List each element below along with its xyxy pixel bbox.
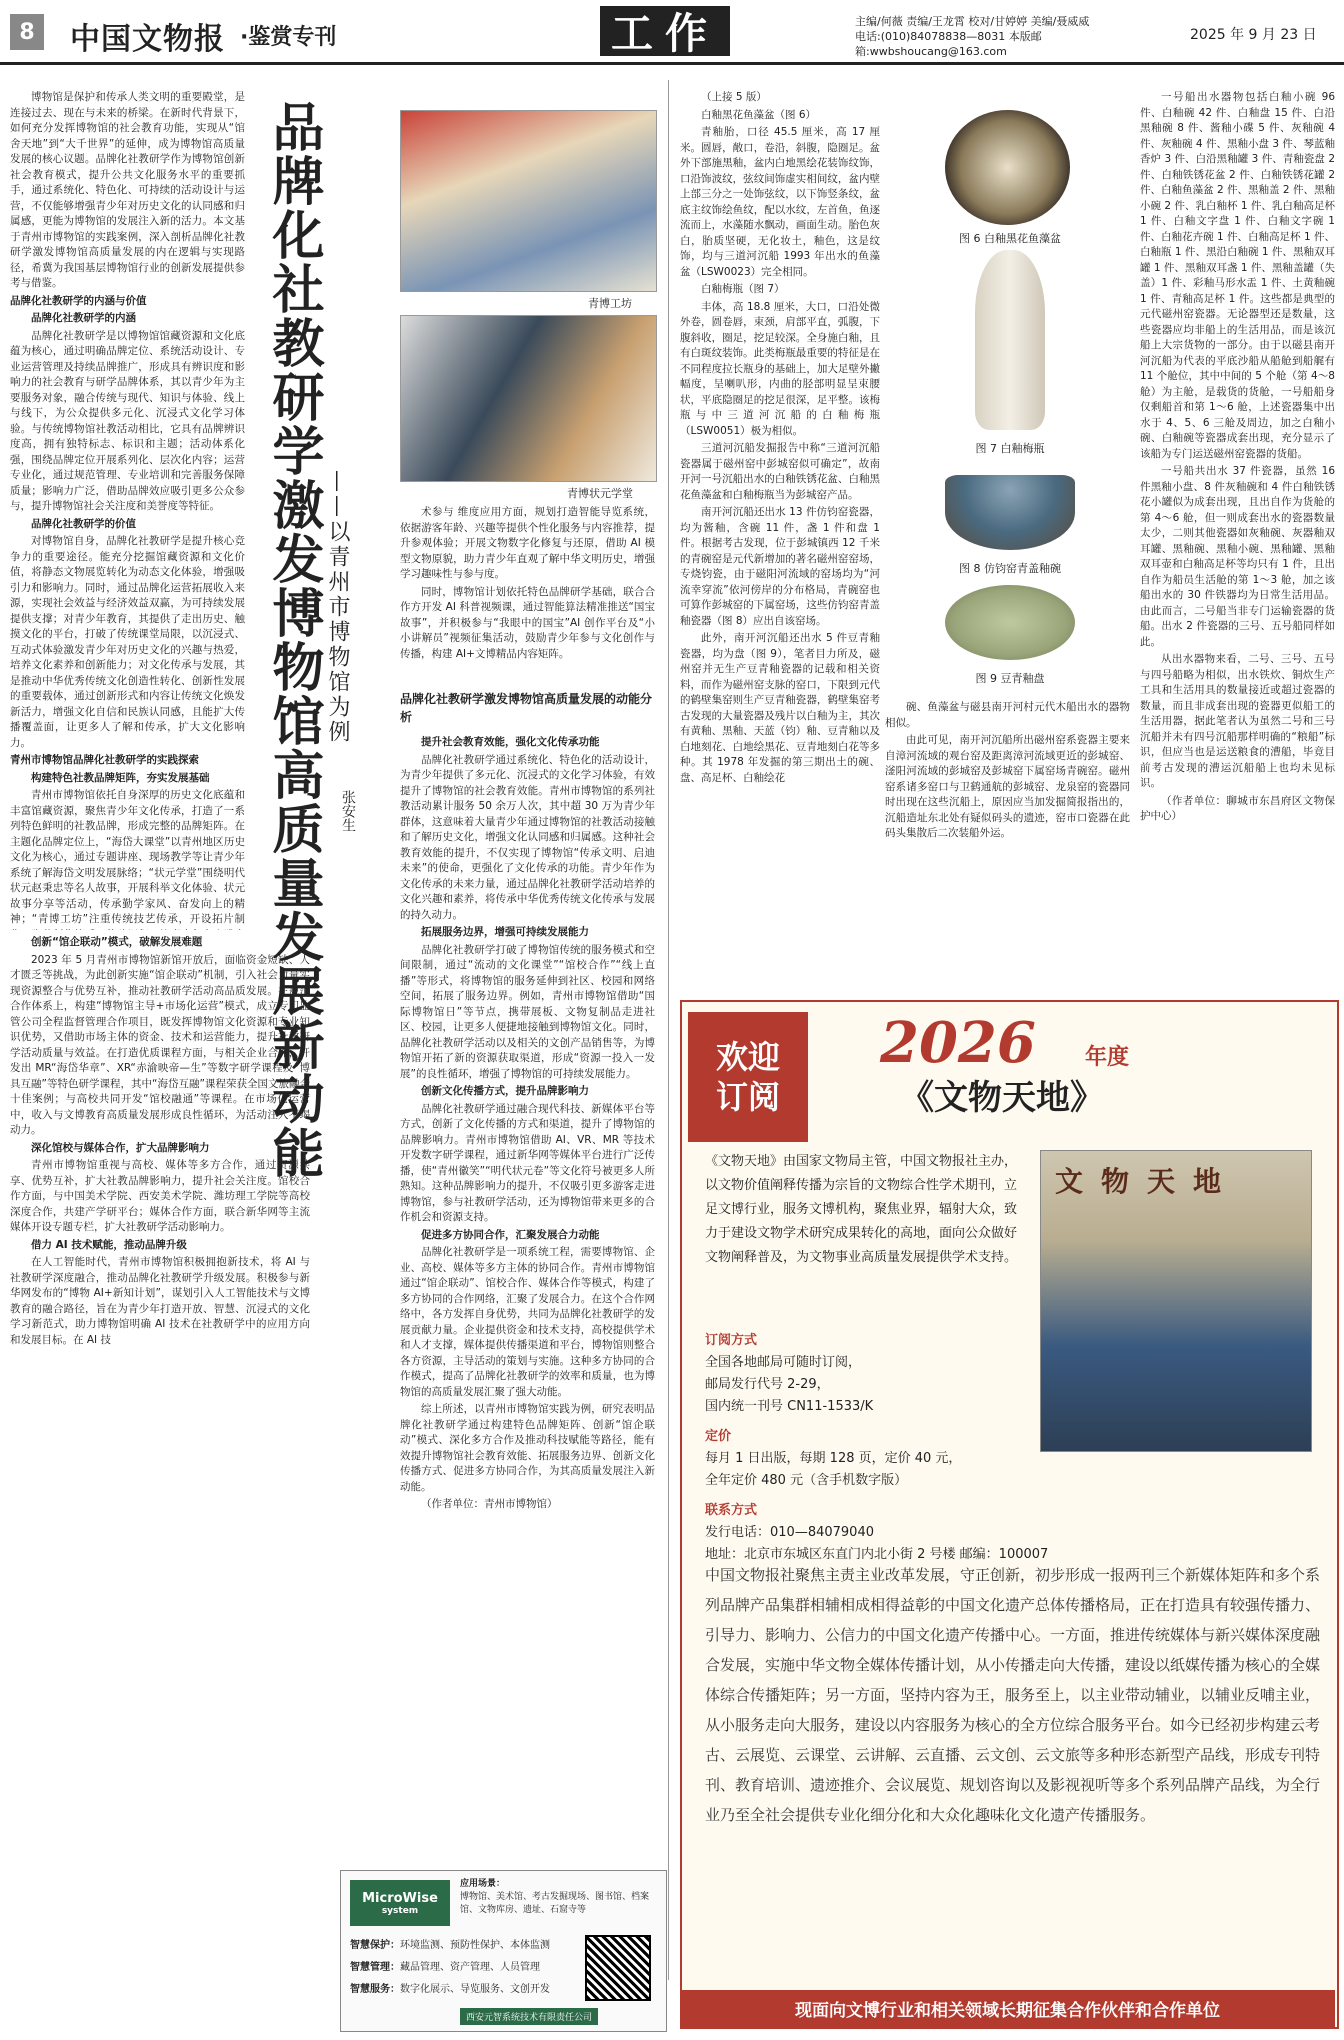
subheading: 品牌化社教研学的内涵与价值	[10, 294, 147, 307]
photo-scholar-class	[400, 315, 657, 482]
paragraph: 此外，南开河沉船还出水 5 件豆青釉瓷器，均为盘（图 9），笔者目力所及，磁州窑并无生产豆青釉瓷器的记载和相关资料，而作为磁州窑支脉的窑口，下限到元代的鹤壁集窑则生产豆青釉瓷器，鹤壁集窑考古发现的大量瓷器及残片以白釉为主，其次有黄釉、黑釉、天蓝（钧）釉、豆青釉以及白地刻花、白地绘黑花、豆青地刻白花等多种。其 1978 年发掘的第三期出土的碗、盘、高足杯、白釉绘花	[680, 632, 880, 784]
paragraph: 2023 年 5 月青州市博物馆新馆开放后，面临资金短缺、人才匮乏等挑战，为此创新实施“馆企联动”机制，引入社会力量实现资源整合与优势互补，推动社教研学活动高品质发展。在规范合作体系上，构建“博物馆主导+市场化运营”模式，成立专门监管公司全程监督管理合作项目，既发挥博物馆文化资源和专业知识优势，又借助市场主体的资金、技术和运营能力，提升社教研学活动质量与效益。在打造优质课程方面，与相关企业合作，开发出 MR“海岱华章”、XR“赤渝映帝—生”等数字研学课程及“博具互融”等特色研学课程，其中“海岱互融”课程荣获全国文旅融合十佳案例；与高校共同开发“馆校融通”等课程。在市场化运营中，收入与文博教育高质量发展形成良性循环，为活动注入不竭动力。	[10, 953, 310, 1136]
paragraph: 品牌化社教研学通过系统化、特色化的活动设计，为青少年提供了多元化、沉浸式的文化学习体验，有效提升了博物馆的社会教育效能。青州市博物馆的系列社教活动累计服务 50 余万人次，其中超 30 万为青少年群体，这意味着大量青少年通过博物馆的社教活动接触和了解历史文化，增强文化认同感和归属感。这种社会教育效能的提升，不仅实现了博物馆“传承文明、启迪未来”的使命，更强化了文化传承的功能。青少年作为文化传承的未来力量，通过品牌化社教研学活动培养的文化兴趣和素养，将传承中华优秀传统文化传承与发展的持久动力。	[400, 753, 655, 921]
ad-sub-label: 订阅方式	[705, 1333, 758, 1348]
microwise-row2-text: 藏品管理、资产管理、人员管理	[400, 1962, 540, 1973]
paragraph: 碗、鱼藻盆与磁县南开河村元代木船出水的器物相似。	[885, 701, 1130, 729]
fig9-caption: 图 9 豆青釉盘	[975, 672, 1045, 685]
article-column-1	[10, 90, 245, 930]
subheading: 品牌化社教研学的内涵	[31, 312, 136, 324]
paragraph: 南开河沉船还出水 13 件仿钧窑瓷器，均为酱釉，含碗 11 件，盏 1 件和盘 1 件。根据考古发现，位于彭城镇西 12 千米的青碗窑是元代新增加的著名磁州窑窑场，专烧钧瓷，由于磁阳河流域的窑场均为“河流幸穿流”依河傍岸的分布格局，青碗窑也可算作彭城窑的下属窑场，这些仿钧窑青盖釉瓷器（图 8）应出自该窑场。	[680, 506, 880, 627]
microwise-row1-text: 环境监测、预防性保护、本体监测	[400, 1940, 550, 1951]
ceramics-column-c	[1140, 90, 1335, 950]
microwise-app-title: 应用场景：	[460, 1879, 506, 1889]
ad-year: 2026	[880, 1010, 1036, 1076]
ad-welcome-line1: 欢迎	[715, 1038, 780, 1076]
photo-workshop	[400, 110, 657, 292]
issue-date: 2025 年 9 月 23 日	[1190, 27, 1317, 43]
article-column-1-lower	[10, 935, 310, 2030]
paragraph: 同时，博物馆计划依托特色品牌研学基础，联合合作方开发 AI 科普视频课，通过智能算法精准推送“国宝故事”，并积极参与“我眼中的国宝”AI 创作平台及“小小讲解员”视频征集活动，鼓励青少年参与文化创作与传播，构建 AI+文博精品内容矩阵。	[400, 585, 655, 660]
ad-sub-line2: 邮局发行代号 2-29，	[705, 1377, 830, 1392]
microwise-row3-label: 智慧服务：	[350, 1984, 400, 1995]
ad-price-label: 定价	[705, 1429, 732, 1444]
subheading: 借力 AI 技术赋能，推动品牌升级	[31, 1238, 187, 1251]
paragraph: 一号船共出水 37 件瓷器，虽然 16 件黑釉小盘、8 件灰釉碗和 4 件白釉铁锈花小罐似为成套出现，且出自作为货舱的第 4～6 舱，但一则成套出水的瓷器数量太少，二则其他瓷器如灰釉碗、灰器釉双耳罐、黑釉碗、黑釉小碗、黑釉罐、黑釉双耳壶和白釉高足杯等均只有 1 件，且出自作为船员生活舱的第 1～3 舱，加之该船出水的 30 件铁器均为日常生活用品。由此而言，二号船当非专门运输瓷器的货船。出水 2 件瓷器的三号、五号船同样如此。	[1140, 465, 1335, 648]
photo-workshop-caption: 青博工坊	[588, 297, 632, 310]
microwise-logo-line1: MicroWise	[362, 1890, 438, 1906]
paragraph: 三道河沉船发掘报告中称“三道河沉船瓷器属于磁州窑中彭城窑似可确定”，故南开河一号沉船出水的白釉铁锈花盆、白釉黑花鱼藻盆和白釉梅瓶当为彭城窑产品。	[680, 442, 880, 501]
ad-price-line1: 每月 1 日出版，每期 128 页，定价 40 元，	[705, 1451, 962, 1466]
fig7-plum-vase	[975, 250, 1045, 430]
microwise-logo	[350, 1880, 450, 1926]
paragraph: 白釉梅瓶（图 7）	[701, 283, 785, 295]
subheading: 构建特色社教品牌矩阵，夯实发展基础	[31, 771, 210, 784]
subheading: 促进多方协同合作，汇聚发展合力动能	[421, 1228, 600, 1241]
paragraph: 博物馆是保护和传承人类文明的重要殿堂，是连接过去、现在与未来的桥梁。在新时代背景下，如何充分发挥博物馆的社会教育功能，实现从“馆舍天地”到“大千世界”的延伸，成为博物馆高质量发展的核心议题。品牌化社教研学作为博物馆创新社会教育模式，提升公共文化服务水平的重要抓手，通过系统化、特色化、可持续的活动设计与运营，不仅能够增强青少年对历史文化的认同感和归属感，更能为博物馆的发展注入新的活力。本文基于青州市博物馆的实践案例，深入剖析品牌化社教研学激发博物馆高质量发展的内在逻辑与实现路径，希冀为我国基层博物馆行业的创新发展提供参考与借鉴。	[10, 91, 245, 289]
subheading: 青州市博物馆品牌化社教研学的实践探索	[10, 754, 199, 766]
microwise-row1-label: 智慧保护：	[350, 1940, 400, 1951]
paragraph: （作者单位：聊城市东昌府区文物保护中心）	[1140, 794, 1335, 822]
photo-scholar-class-caption: 青博状元学堂	[567, 487, 633, 500]
subheading: 深化馆校与媒体合作，扩大品牌影响力	[31, 1141, 210, 1154]
fig8-jun-bowl	[945, 475, 1075, 550]
microwise-services	[350, 1935, 570, 2001]
fig6-caption: 图 6 白釉黑花鱼藻盆	[959, 232, 1061, 245]
paragraph: 综上所述，以青州市博物馆实践为例，研究表明品牌化社教研学通过构建特色品牌矩阵、创新“馆企联动”模式、深化多方合作及推动科技赋能等路径，能有效提升博物馆社会教育效能、拓展服务边界、创新文化传播方式、促进多方协同合作，为其高质量发展注入新动能。	[400, 1403, 655, 1493]
special-edition-label: ·鉴赏专刊	[240, 25, 337, 50]
paragraph: 一号船出水器物包括白釉小碗 96 件、白釉碗 42 件、白釉盘 15 件、白沿黑釉碗 8 件、酱釉小碟 5 件、灰釉碗 4 件、灰釉碗 4 件、黑釉小盘 3 件、琴蓝釉香炉 3 件、白沿黑釉罐 3 件、青釉瓷盘 2 件、白釉铁锈花盆 2 件、白釉铁锈花罐 2 件、白釉鱼藻盆 2 件、黑釉盖 2 件、黑釉小碗 2 件、乳白釉杯 1 件、乳白釉高足杯 1 件、白釉文字盘 1 件、白釉文字碗 1 件、白釉花卉碗 1 件、白釉高足杯 1 件、白釉瓶 1 件、黑沿白釉碗 1 件、黑釉双耳罐 1 件、黑釉双耳盏 1 件、黑釉盖罐（失盖）1 件、彩釉马形水盂 1 件、土黄釉碗 1 件、青釉高足杯 1 件。这些都是典型的元代磁州窑瓷器。无论器型还是数量，这些瓷器应均非船上的生活用品，而是该沉船上大宗货物的一部分。由于以磁县南开河沉船为代表的平底沙船从船舱到船艉有 11 个舱位，其中中间的 5 个舱（第 4～8 舱）为主舱，是载货的货舱，一号船船身仅剩船首和第 1～6 舱，上述瓷器集中出水于 4、5、6 三舱及周边，加之白釉小碗、白釉碗等瓷器成套出现，充分显示了该船为专门运送磁州窑瓷器的货船。	[1140, 91, 1335, 460]
paragraph: 品牌化社教研学是一项系统工程，需要博物馆、企业、高校、媒体等多方主体的协同合作。青州市博物馆通过“馆企联动”、馆校合作、媒体合作等模式，构建了多方协同的合作网络，汇聚了发展合力。在这个合作网络中，各方发挥自身优势，共同为品牌化社教研学的发展贡献力量。企业提供资金和技术支持，高校提供学术和人才支撑，媒体提供传播渠道和平台，博物馆则整合各方资源，主导活动的策划与实施。这种多方协同的合作模式，提高了品牌化社教研学的效率和质量，也为博物馆的高质量发展汇聚了强大动能。	[400, 1246, 655, 1398]
ad-newspaper-intro: 中国文物报社聚焦主责主业改革发展，守正创新，初步形成一报两刊三个新媒体矩阵和多个系列品牌产品集群相辅相成相得益彰的中国文化遗产总体传播格局，正在打造具有较强传播力、引导力、影响力、公信力的中国文化遗产传播中心。一方面，推进传统媒体与新兴媒体深度融合发展，实施中华文物全媒体传播计划，从小传播走向大传播，建设以纸媒传播为核心的全媒体综合传播矩阵；另一方面，坚持内容为王，服务至上，以主业带动辅业，以辅业反哺主业，从小服务走向大服务，建设以内容服务为核心的全方位综合服务平台。如今已经初步构建云考古、云展览、云课堂、云讲解、云直播、云文创、云文旅等多种形态新型产品线，形成专刊特刊、教育培训、遗迹推介、会议展览、规划咨询以及影视视听等多个系列品牌产品线，为全行业乃至全社会提供专业化细分化和大众化趣味化文化遗产传播服务。	[705, 1566, 1321, 1824]
subheading: 提升社会教育效能，强化文化传承功能	[421, 736, 600, 748]
ad-contact-line1: 发行电话：010—84079040	[705, 1525, 874, 1540]
paragraph: 对博物馆自身，品牌化社教研学是提升核心竞争力的重要途径。能充分挖掘馆藏资源和文化价值，将静态文物展览转化为动态文化体验，增强吸引力和影响力。同时，通过品牌化运营拓展收入来源，实现社会效益与经济效益双赢，为可持续发展提供支撑；对青少年教育，其提供了走出历史、触摸文化的平台，打破了传统课堂局限，以沉浸式、互动式体验激发青少年对历史文化的兴趣与热爱，培养文化素养和创新能力；对文化传承与发展，其是推动中华优秀传统文化创造性转化、创新性发展的重要载体，通过创新形式和内容让传统文化焕发新活力，增强文化自信和民族认同感，且能扩大传播覆盖面，让更多人了解和传承，扩大文化影响力。	[10, 535, 245, 749]
ad-year-label: 年度	[1085, 1045, 1130, 1070]
paragraph: 丰体，高 18.8 厘米，大口，口沿处微外卷，圆卷唇，束颈，肩部平直，弧腹，下腹斜收，圈足，挖足较深。全身施白釉，且有白斑纹装饰。此类梅瓶最重要的特征是在不同程度拉长瓶身的基础上，加大足壁外撇幅度，呈喇叭形，内曲的胫部明显呈束腰状，平底隐圈足的挖足很深，足平整。该梅瓶与中三道河沉船的白釉梅瓶（LSW0051）极为相似。	[680, 300, 880, 437]
ad-price-line2: 全年定价 480 元（含手机数字版）	[705, 1473, 908, 1488]
paragraph: 青州市博物馆重视与高校、媒体等多方合作，通过资源共享、优势互补，扩大社教品牌影响力，提升社会关注度。馆校合作方面，与中国美术学院、西安美术学院、潍坊理工学院等高校深度合作，共建产学研平台；媒体合作方面，联合新华网等主流媒体开设专题专栏，扩大社教研学活动影响力。	[10, 1159, 310, 1233]
paragraph: 术参与 维度应用方面，规划打造智能导览系统，依据游客年龄、兴趣等提供个性化服务与内容推荐，提升参观体验；开展文物数字化修复与还原，借助 AI 模型文物原貌，助力青少年直观了解中华文明历史，增强学习趣味性与参与度。	[400, 506, 655, 580]
microwise-logo-line2: system	[381, 1905, 419, 1916]
microwise-applications	[460, 1878, 660, 1917]
ad-welcome-line2: 订阅	[715, 1078, 780, 1116]
fig9-celadon-plate	[945, 585, 1075, 660]
subheading: 创新文化传播方式，提升品牌影响力	[421, 1085, 589, 1097]
fig7-caption: 图 7 白釉梅瓶	[975, 442, 1045, 455]
article-column-2	[400, 735, 655, 1860]
article-section-heading: 品牌化社教研学激发博物馆高质量发展的动能分析	[400, 692, 653, 724]
paragraph: （作者单位：青州市博物馆）	[421, 1498, 558, 1510]
ad-sub-line3: 国内统一刊号 CN11-1533/K	[705, 1399, 874, 1414]
qr-code-icon[interactable]	[585, 1935, 651, 2001]
paragraph: （上接 5 版）	[701, 91, 767, 103]
ad-description: 《文物天地》由国家文物局主管，中国文物报社主办，以文物价值阐释传播为宗旨的文物综合性学术期刊，立足文博行业，服务文博机构，聚焦业界，辐射大众，致力于建设文物学术研究成果转化的高地，面向公众做好文物阐释普及，为文物事业高质量发展提供学术支持。	[705, 1154, 1018, 1265]
editors-info	[855, 14, 1185, 59]
page-number: 8	[10, 14, 44, 50]
paragraph: 白釉黑花鱼藻盆（图 6）	[701, 108, 817, 121]
ad-sub-line1: 全国各地邮局可随时订阅，	[705, 1355, 862, 1370]
ad-contact-label: 联系方式	[705, 1503, 758, 1518]
paragraph: 品牌化社教研学是以博物馆馆藏资源和文化底蕴为核心，通过明确品牌定位、系统活动设计、专业运营管理及持续品牌推广，形成具有辨识度和影响力的社会教育与研学品牌体系，其以青少年为主要服务对象，融合传统与现代、知识与体验、线上与线下，为公众提供多元化、沉浸式文化学习体验。与传统博物馆社教活动相比，它具有品牌辨识度高，拥有独特标志、标识和主题；活动体系化强，围绕品牌定位开展系列化、层次化内容；运营专业化，通过规范管理、专业培训和完善服务保障质量；影响力广泛，借助品牌效应吸引更多公众参与，提升博物馆社会关注度和美誉度等特征。	[10, 329, 245, 512]
subheading: 拓展服务边界，增强可持续发展能力	[421, 926, 589, 938]
ceramics-column-a	[680, 90, 880, 950]
paragraph: 在人工智能时代，青州市博物馆积极拥抱新技术，将 AI 与社教研学深度融合，推动品牌化社教研学升级发展。积极参与新华网发布的“博物 AI+新知计划”，谋划引入人工智能技术与文博教育的融合路径，旨在为青少年打造开放、智慧、沉浸式的文化学习新范式，助力博物馆明确 AI 技术在社教研学中的应用方向和发展目标。在 AI 技	[10, 1256, 310, 1346]
ad-subscription-info	[705, 1330, 1049, 1566]
paragraph: 从出水器物来看，二号、三号、五号与四号船略为相似，出水铁炊、铜炊生产工具和生活用具的数量接近或超过瓷器的数量，而且非成套出现的瓷器更似船工的生活用器，据此笔者认为虽然二号和三号沉船并未有四号沉船那样明确的“粮船”标识，但应当也是运送粮食的漕船，毕竟目前考古发现的漕运沉船船上也均未见标识。	[1140, 653, 1335, 789]
article-author: 张安生	[340, 790, 356, 832]
ad-magazine-title: 《文物天地》	[900, 1078, 1104, 1118]
column-divider	[668, 80, 669, 1980]
microwise-company: 西安元智系统技术有限责任公司	[460, 2008, 598, 2025]
article-column-2-intro	[400, 505, 655, 675]
section-title: 工作	[600, 6, 730, 56]
paragraph: 品牌化社教研学通过融合现代科技、新媒体平台等方式，创新了文化传播的方式和渠道，提升了博物馆的品牌影响力。青州市博物馆借助 AI、VR、MR 等技术开发数字研学课程，通过新华网等媒体平台进行广泛传播，使“青州徽笑”“明代状元卷”等文化符号被更多人所熟知。这种品牌影响力的提升，不仅吸引更多游客走进博物馆，参与社教研学活动，还为博物馆带来更多的合作机会和资源支持。	[400, 1102, 655, 1223]
fig8-caption: 图 8 仿钧窑青盖釉碗	[959, 562, 1061, 575]
editors-line1: 主编/何薇 责编/王龙霄 校对/甘婷婷 美编/聂威威	[855, 15, 1090, 28]
subheading: 品牌化社教研学的价值	[31, 517, 136, 530]
article-subhead: ——以青州市博物馆为例	[325, 470, 350, 745]
microwise-row2-label: 智慧管理：	[350, 1962, 400, 1973]
editors-line2: 电话:(010)84078838—8031 本版邮箱:wwbshoucang@163.com	[855, 30, 1042, 58]
ad-cover-title: 文物天地	[1055, 1165, 1240, 1198]
article-headline: 品牌化社教研学激发博物馆高质量发展新动能	[263, 100, 324, 1180]
ad-footer-banner: 现面向文博行业和相关领域长期征集合作伙伴和合作单位	[680, 1990, 1335, 2027]
subheading: 创新“馆企联动”模式，破解发展难题	[31, 936, 203, 948]
paragraph: 青釉胎，口径 45.5 厘米，高 17 厘米。圆唇，敞口，卷沿，斜腹，隐圈足。盆外下部施黑釉，盆内白地黑绘花装饰纹饰，口沿饰波纹，弦纹间饰虚实相间纹，盆内壁上部三分之一处饰弦纹，以下饰竖条纹，盆底主纹饰绘鱼纹，配以水纹，左首鱼，鱼逐流而上，水藻随水飘动，画面生动。胎色灰白，胎质坚硬，无化妆土，釉色，这是纹饰，均与三道河沉船 1993 年出水的鱼藻盆（LSW0023）完全相同。	[680, 126, 880, 278]
paragraph: 青州市博物馆依托自身深厚的历史文化底蕴和丰富馆藏资源，聚焦青少年文化传承，打造了一系列特色鲜明的社教品牌，形成完整的品牌矩阵。在主题化品牌定位上，“海岱大课堂”以青州地区历史文化为核心，通过专题讲座、现场教学等让青少年系统了解海岱文明发展脉络；“状元学堂”围绕明代状元赵秉忠等名人故事，开展科举文化体验、状元故事分享等活动，传承勤学家风、奋发向上的精神；“青博工坊”注重传统技艺传承，开设拓片制	[10, 789, 245, 925]
masthead-logo: 中国文物报	[70, 22, 225, 57]
ceramics-column-b	[885, 700, 1130, 950]
fig6-fish-basin	[945, 110, 1070, 225]
ad-contact-line2: 地址：北京市东城区东直门内北小街 2 号楼 邮编：100007	[705, 1547, 1049, 1562]
paragraph: 品牌化社教研学打破了博物馆传统的服务模式和空间限制，通过“流动的文化课堂”“馆校合作”“线上直播”等形式，将博物馆的服务延伸到社区、校园和网络空间，拓展了服务边界。例如，青州市博物馆借助“国际博物馆日”等节点，携带展板、文物复制品走进社区、校园，让更多人便捷地接触到博物馆文化。同时，品牌化社教研学活动以及相关的文创产品销售等，为博物馆开拓了新的资源获取渠道，形成“资源一投入一发展”的良性循环，增强了博物馆的可持续发展能力。	[400, 943, 655, 1080]
paragraph: 由此可见，南开河沉船所出磁州窑系瓷器主要来自漳河流域的观台窑及距离漳河流域更近的彭城窑、滏阳河流域的彭城窑及彭城窑下属窑场青碗窑。磁州窑系诸多窑口与卫鹤通航的彭城窑、龙泉窑的瓷器同时出现在这些沉船上，原因应当加发掘简报指出的，沉船造址东北处有疑似码头的遗迹，窑市口瓷器在此码头集散后二次装船外运。	[885, 734, 1130, 839]
ad-welcome-banner	[688, 1012, 808, 1142]
microwise-row3-text: 数字化展示、导览服务、文创开发	[400, 1984, 550, 1995]
microwise-app-text: 博物馆、美术馆、考古发掘现场、图书馆、档案馆、文物库房、遗址、石窟寺等	[460, 1892, 650, 1915]
